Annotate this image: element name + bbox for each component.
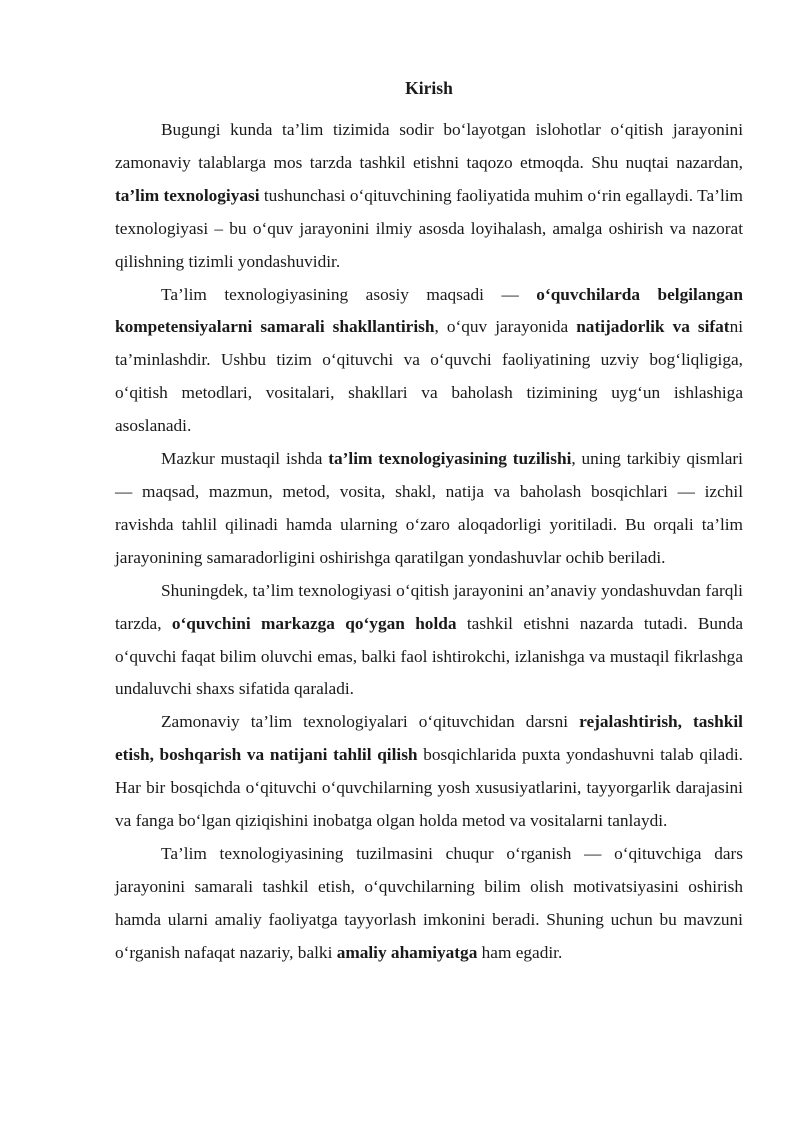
- text-run: tashkil etishni nazarda tutadi. Bunda o‘quvchi faqat bilim oluvchi emas, balki faol ishtirokchi, izlanishga va mustaqil fikrlashga undaluvchi shaxs sifatida qaraladi.: [115, 613, 744, 699]
- text-run: Ta’lim texnologiyasining tuzilmasini chuqur o‘rganish — o‘qituvchiga dars jarayonini samarali tashkil etish, o‘quvchilarning bilim olish motivatsiyasini oshirish hamda ularni amaliy faoliyatga tayyorlash imkonini beradi. Shuning uchun bu mavzuni o‘rganish nafaqat nazariy, balki: [115, 843, 743, 962]
- body-paragraph: [115, 575, 743, 707]
- text-run: ham egadir.: [477, 942, 563, 962]
- bold-text-run: rejalashtirish, tashkil etish, boshqarish va natijani tahlil qilish: [115, 712, 743, 765]
- text-run: Zamonaviy ta’lim texnologiyalari o‘qituvchidan darsni: [161, 712, 580, 732]
- bold-text-run: o‘quvchilarda belgilangan kompetensiyalarni samarali shakllantirish: [115, 284, 743, 337]
- bold-text-run: o‘quvchini markazga qo‘ygan holda: [171, 613, 457, 633]
- text-run: Ta’lim texnologiyasining asosiy maqsadi —: [161, 284, 537, 304]
- body-paragraph: [115, 114, 743, 279]
- text-run: ni ta’minlashdir. Ushbu tizim o‘qituvchi va o‘quvchi faoliyatining uzviy bog‘liqligiga, o‘qitish metodlari, vositalari, shakllari va baholash tizimining uyg‘un ishlashiga asoslanadi.: [115, 317, 744, 436]
- text-run: tushunchasi o‘qituvchining faoliyatida muhim o‘rin egallaydi. Ta’lim texnologiyasi – bu o‘quv jarayonini ilmiy asosda loyihalash, amalga oshirish va nazorat qilishning tizimli yondashuvidir.: [115, 185, 743, 271]
- body-paragraph: [115, 838, 743, 970]
- text-run: , uning tarkibiy qismlari — maqsad, mazmun, metod, vosita, shakl, natija va baholash bosqichlari — izchil ravishda tahlil qilinadi hamda ularning o‘zaro aloqadorligi yoritiladi. Bu orqali ta’lim jarayonining samaradorligini oshirishga qaratilgan yondashuvlar ochib beriladi.: [115, 449, 743, 567]
- document-body: [115, 114, 743, 970]
- body-paragraph: [115, 443, 743, 575]
- bold-text-run: ta’lim texnologiyasi: [115, 185, 260, 205]
- bold-text-run: ta’lim texnologiyasining tuzilishi: [328, 449, 572, 469]
- text-run: Bugungi kunda ta’lim tizimida sodir bo‘layotgan islohotlar o‘qitish jarayonini zamonaviy talablarga mos tarzda tashkil etishni taqozo etmoqda. Shu nuqtai nazardan,: [115, 120, 743, 172]
- text-run: bosqichlarida puxta yondashuvni talab qiladi. Har bir bosqichda o‘qituvchi o‘quvchilarning yosh xususiyatlarini, tayyorgarlik darajasini va fanga bo‘lgan qiziqishini inobatga olgan holda metod va vositalarni tanlaydi.: [115, 745, 743, 831]
- body-paragraph: [115, 706, 743, 838]
- text-run: Shuningdek, ta’lim texnologiyasi o‘qitish jarayonini an’anaviy yondashuvdan farqli tarzda,: [115, 580, 743, 633]
- bold-text-run: natijadorlik va sifat: [576, 317, 730, 337]
- bold-text-run: amaliy ahamiyatga: [336, 942, 478, 962]
- text-run: , o‘quv jarayonida: [434, 317, 577, 337]
- text-run: Mazkur mustaqil ishda: [161, 449, 329, 469]
- page-title: Kirish: [405, 78, 453, 98]
- body-paragraph: [115, 279, 743, 444]
